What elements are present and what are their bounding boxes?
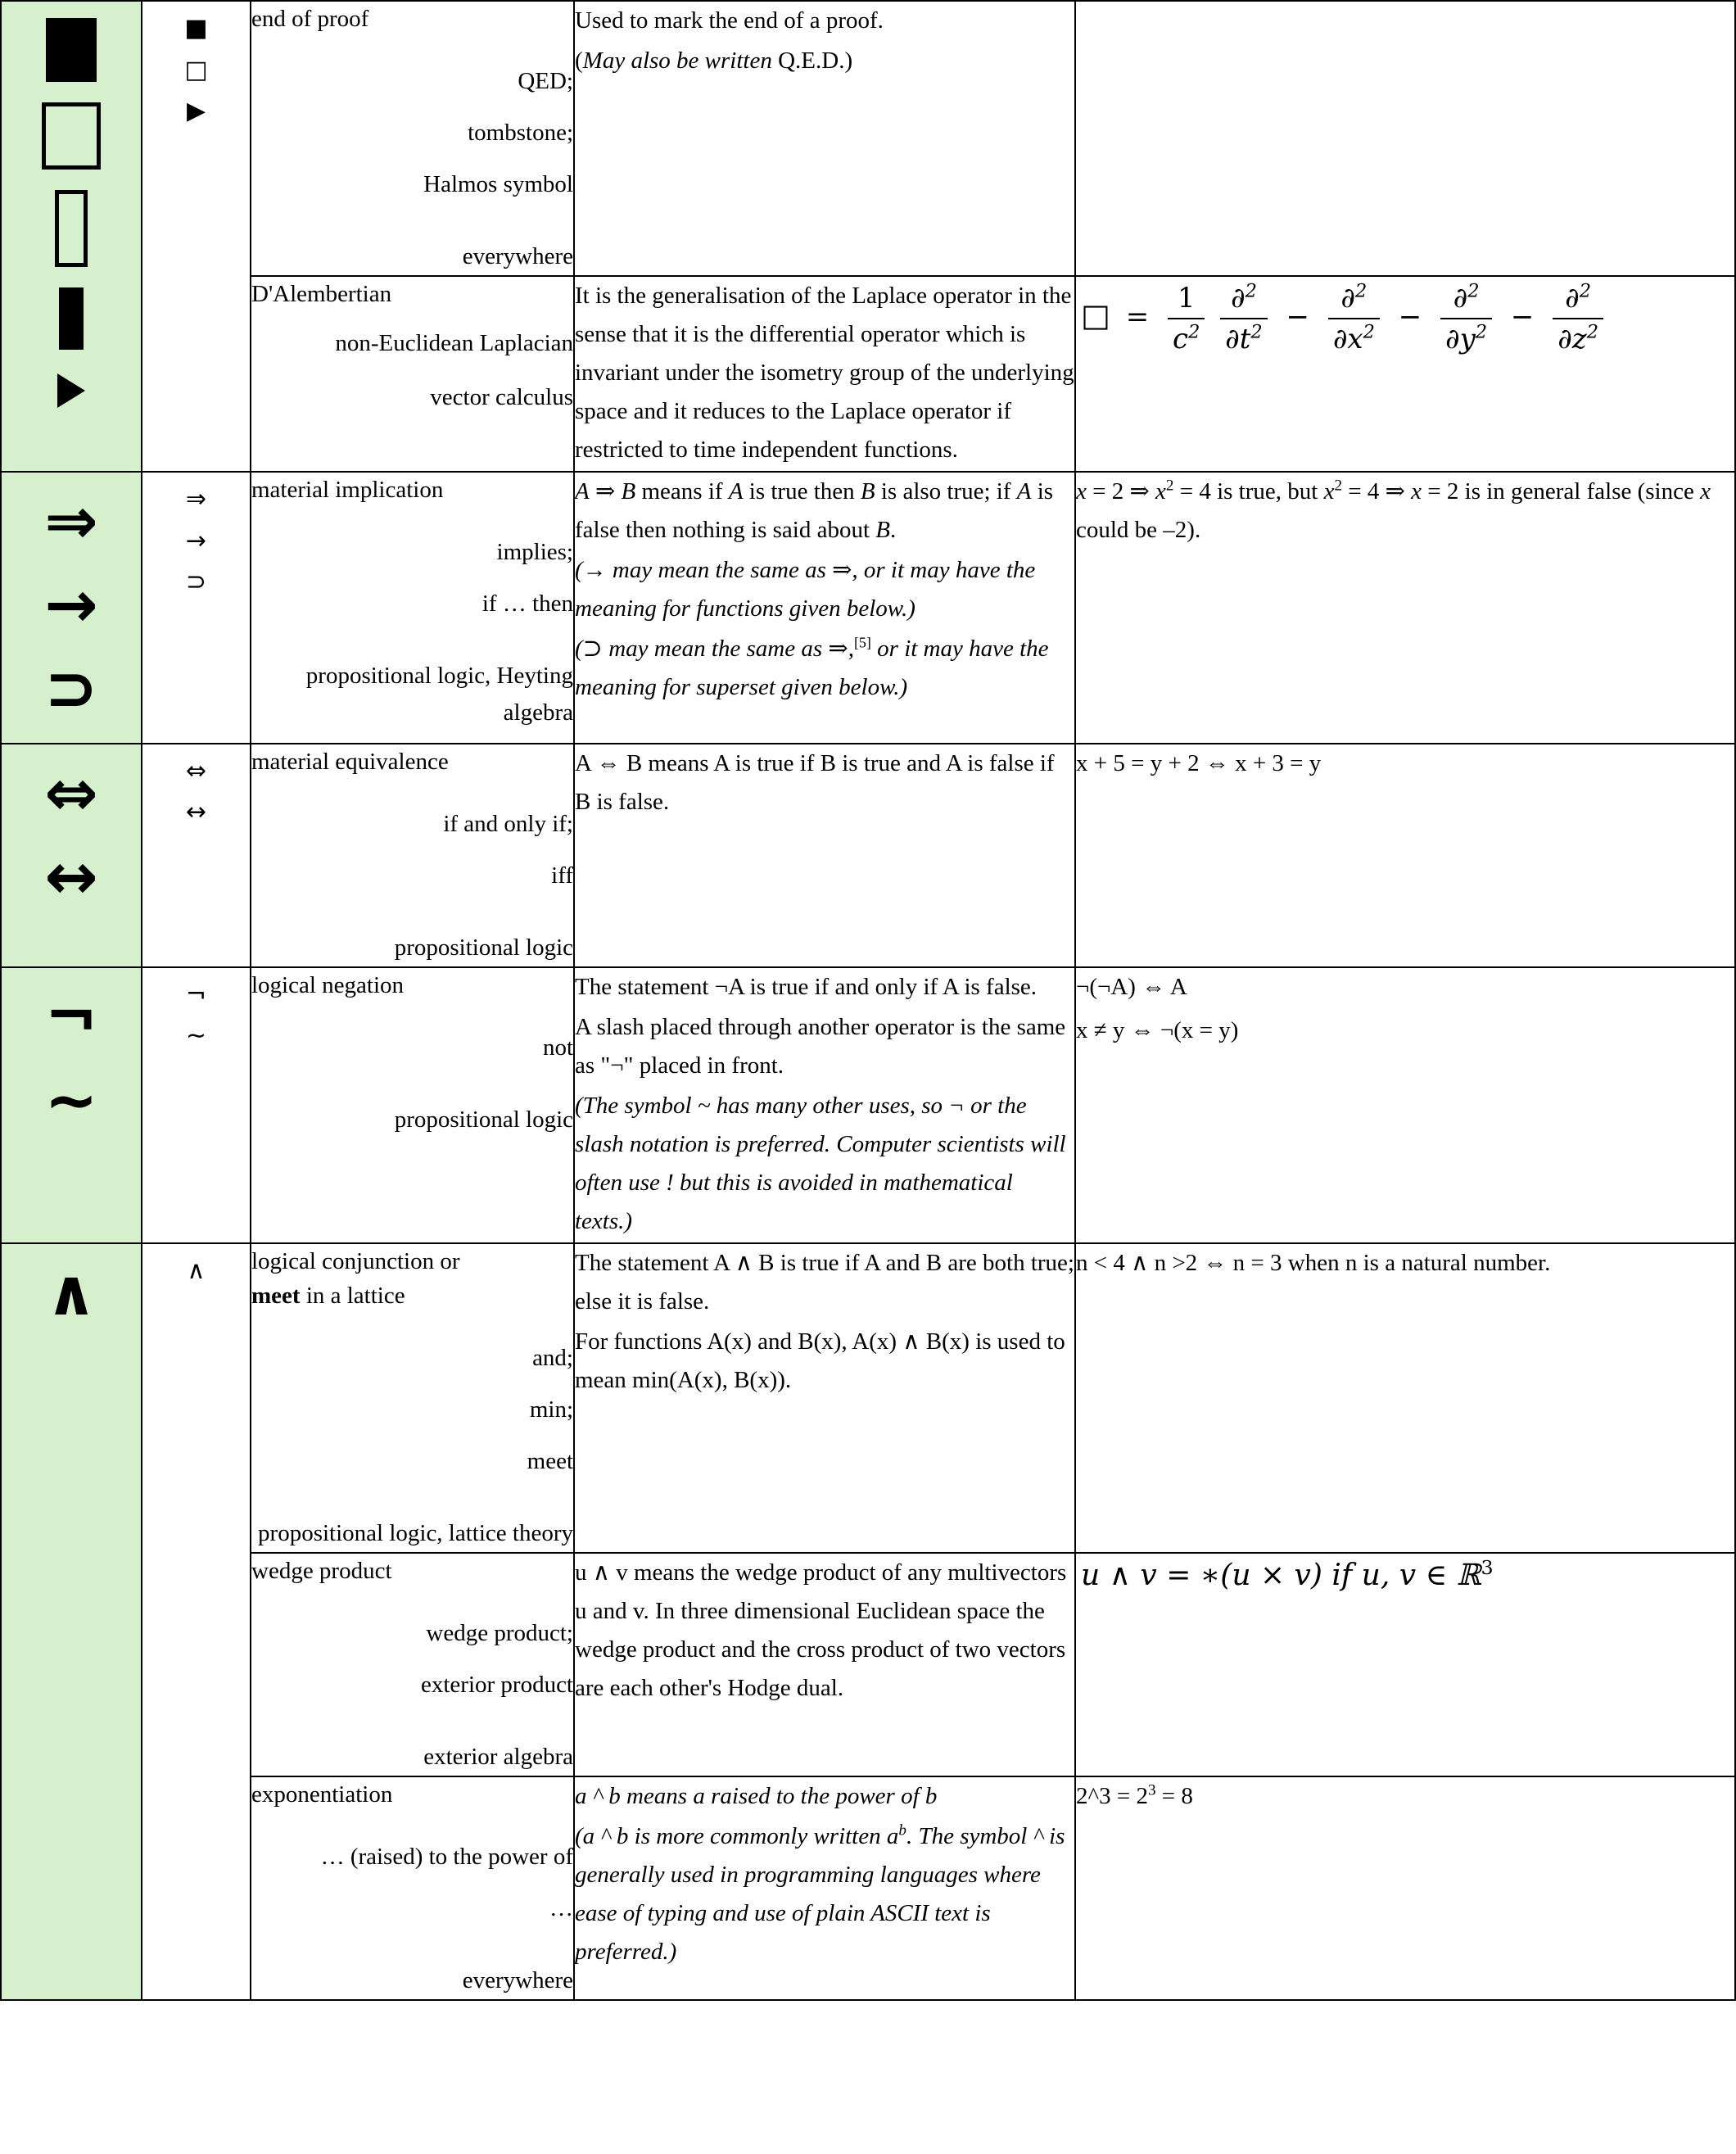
example-cell-exponentiation [1075,1776,1735,2000]
meaning-rest: Q.E.D.) [771,47,853,74]
meaning-line: u ∧ v means the wedge product of any multivectors u and v. In three dimensional Euclidean space the wedge product and the cross product of two vectors are each other's Hodge dual. [575,1559,1067,1701]
meaning-cell-wedge-product [574,1553,1075,1776]
category-label: propositional logic, Heyting algebra [305,663,573,726]
var-a: A [728,478,744,505]
read-as-item: tombstone; [468,120,573,147]
meaning-line: It is the generalisation of the Laplace operator in the sense that it is the differential operator which is invariant under the isometry group of the underlying space and it reduces to the Laplace operator if restricted to time independent functions. [575,283,1074,464]
name-cell-logical-conjunction [251,1243,574,1553]
filled-rect-tall-icon [59,287,84,350]
hollow-square-icon: □ [184,55,208,84]
symbol-name-second-line [251,1278,573,1313]
read-as-item: if and only if; [443,810,573,837]
symbol-name: exponentiation [251,1781,393,1808]
txt: = 2 is in general false (since [1422,478,1701,505]
small-symbol-cell-material-equivalence [142,744,251,967]
symbol-name: material equivalence [251,748,449,775]
symbol-cell-end-of-proof [1,1,142,472]
double-left-right-arrow-icon: ⇔ [44,756,98,830]
table-row-logical-conjunction [1,1243,1735,1553]
example-empty [1076,2,1734,40]
fraction-4 [1440,280,1492,357]
meaning-line: A ⇔ B means A is true if B is true and A is false if B is false. [575,749,1055,815]
numerator [1328,280,1380,319]
denominator [1440,319,1492,357]
num-base: ∂ [1565,282,1580,315]
read-as-item: implies; [496,539,573,566]
equals-sign: = [1125,301,1150,334]
category-label: propositional logic [394,1106,573,1134]
hollow-rect-tall-icon [55,190,88,267]
negation-icon: ¬ [44,980,98,1054]
implies-icon: ⇒ [594,478,616,505]
table-row-material-equivalence [1,744,1735,967]
example-cell-logical-negation [1075,967,1735,1243]
right-triangle-small-icon: ▶ [186,97,206,125]
left-right-arrow-icon: ↔ [44,839,98,914]
example-line [1076,1777,1734,1816]
table-row-end-of-proof [1,1,1735,276]
meaning-line-italic: (→ may mean the same as ⇒, or it may have the meaning for functions given below.) [575,557,1036,622]
num-exp: 2 [1245,280,1257,302]
exponent: b [898,1821,906,1839]
exponent: 2 [1165,477,1174,495]
den-exp: 2 [1188,322,1200,344]
read-as-list [251,1313,573,1487]
symbol-cell-material-equivalence [1,744,142,967]
txt: . The symbol ^ is generally used in programming languages where ease of typing and use of plain ASCII text is preferred.) [575,1823,1065,1966]
read-as-item: exterior product [420,1672,573,1699]
meaning-cell-material-implication [574,472,1075,744]
right-triangle-icon [57,373,85,408]
read-as-item: non-Euclidean Laplacian [335,330,573,357]
denominator [1220,319,1268,357]
numerator [1220,280,1268,319]
right-arrow-icon: → [44,568,98,642]
read-as-item: QED; [518,68,573,95]
name-cell-material-equivalence [251,744,574,967]
example-cell-wedge-product [1075,1553,1735,1776]
read-as-list [251,1002,573,1074]
read-as-item: wedge product; [426,1620,573,1647]
box-operator-icon: □ [1081,297,1110,334]
symbol-name: logical negation [251,971,405,998]
den-base: ∂y [1445,323,1476,356]
logical-and-icon: ∧ [45,1256,97,1330]
symbol-name: wedge product [251,1558,392,1585]
meaning-cell-logical-conjunction [574,1243,1075,1553]
small-symbol-list [142,744,250,834]
small-symbol-cell-logical-conjunction [142,1243,251,2001]
left-right-arrow-small-icon: ↔ [185,798,207,827]
txt: is true then [743,478,861,505]
small-symbol-list [142,968,250,1057]
symbol-name: material implication [251,477,444,504]
example-line: x ≠ y ⇔ ¬(x = y) [1076,1016,1239,1043]
symbol-name: logical conjunction or [251,1247,460,1274]
txt: = 4 ⇒ [1342,478,1412,505]
double-right-arrow-small-icon: ⇒ [185,485,207,514]
example-cell-logical-conjunction [1075,1243,1735,1553]
double-right-arrow-icon: ⇒ [44,485,98,559]
meaning-line: The statement ¬A is true if and only if A is false. [575,973,1038,1000]
example-cell-dalembertian [1075,276,1735,472]
symbol-name: D'Alembertian [251,281,392,308]
paren-open: ( [575,47,583,74]
numerator: 1 [1168,280,1205,319]
example-cell-material-implication [1075,472,1735,744]
den-exp: 2 [1363,322,1375,344]
example-cell-end-of-proof [1075,1,1735,276]
meaning-line-italic [575,630,1074,707]
name-rest: in a lattice [300,1282,405,1309]
den-base: ∂x [1332,323,1363,356]
meaning-line [575,473,1074,550]
small-symbol-list [142,2,250,133]
read-as-list [251,36,573,210]
name-cell-end-of-proof [251,1,574,276]
txt: or it may have the meaning for superset given below.) [575,635,1049,700]
var-b: B [621,478,636,505]
num-base: ∂ [1453,282,1468,315]
formula-exponent: 3 [1481,1556,1494,1580]
num-base: ∂ [1231,282,1245,315]
category-label: propositional logic, lattice theory [258,1520,573,1547]
txt: could be –2). [1076,517,1201,544]
meaning-line: a ^ b means a raised to the power of b [575,1783,938,1810]
read-as-item: min; [529,1396,573,1423]
bold-word: meet [251,1282,301,1309]
table-row-material-implication [1,472,1735,744]
den-exp: 2 [1250,322,1263,344]
txt: = 2 ⇒ [1086,478,1156,505]
table-row-dalembertian [1,276,1735,472]
category-label: propositional logic [394,934,573,962]
tilde-small-icon: ∼ [185,1021,207,1051]
meaning-cell-exponentiation [574,1776,1075,2000]
filled-square-large-icon [46,18,97,82]
example-line: n < 4 ∧ n >2 ⇔ n = 3 when n is a natural number. [1076,1249,1551,1276]
read-as-list [251,1812,573,1935]
denominator [1553,319,1603,357]
symbol-cell-material-implication [1,472,142,744]
symbol-cell-logical-conjunction [1,1243,142,2001]
read-as-list [251,507,573,630]
txt: (a ^ b is more commonly written a [575,1823,899,1850]
meaning-line: The statement A ∧ B is true if A and B are both true; else it is false. [575,1249,1074,1315]
small-symbol-cell-logical-negation [142,967,251,1243]
symbol-name: end of proof [251,6,369,32]
meaning-cell-logical-negation [574,967,1075,1243]
exponent: 3 [1147,1781,1156,1799]
tilde-icon: ~ [44,1063,98,1138]
txt: = 4 is true, but [1173,478,1324,505]
meaning-line-italic: (The symbol ~ has many other uses, so ¬ or the slash notation is preferred. Computer scientists will often use ! but this is avoided in mathematical texts.) [575,1092,1066,1234]
var-a: A [575,478,590,505]
read-as-list [251,1588,573,1711]
meaning-line: Used to mark the end of a proof. [575,7,884,34]
table-row-logical-negation [1,967,1735,1243]
meaning-cell-end-of-proof [574,1,1075,276]
read-as-item: … (raised) to the power of [320,1844,573,1871]
meaning-line: For functions A(x) and B(x), A(x) ∧ B(x) is used to mean min(A(x), B(x)). [575,1328,1065,1393]
var-b: B [860,478,875,505]
example-line [1076,473,1734,550]
var-a: A [1016,478,1032,505]
small-symbol-cell-end-of-proof [142,1,251,472]
denominator [1168,319,1205,357]
num-exp: 2 [1467,280,1480,302]
read-as-item: if … then [481,591,573,618]
symbol-glyph-stack [2,1244,141,1347]
meaning-italic: May also be written [582,47,772,74]
reference-marker[interactable]: [5] [853,634,871,651]
category-label: vector calculus [430,384,573,411]
name-cell-material-implication [251,472,574,744]
small-symbol-list [142,473,250,604]
txt: is also true; if [875,478,1017,505]
numerator [1553,280,1603,319]
read-as-item: Halmos symbol [423,171,573,198]
var-b: B [875,517,890,544]
den-base: ∂z [1557,323,1587,356]
superset-small-icon: ⊃ [185,568,207,597]
formula-body: u ∧ v = ∗(u × v) if u, v ∈ ℝ [1081,1559,1481,1593]
read-as-item: iff [551,862,573,889]
name-cell-logical-negation [251,967,574,1243]
wedge-product-formula [1076,1554,1494,1595]
exponent: 2 [1334,477,1342,495]
name-cell-wedge-product [251,1553,574,1776]
minus-sign: − [1398,301,1422,334]
symbol-glyph-stack [2,2,141,435]
var-x: x [1700,478,1711,505]
superset-icon: ⊃ [44,651,98,726]
negation-small-icon: ¬ [185,980,207,1009]
numerator [1440,280,1492,319]
symbol-glyph-stack [2,473,141,743]
txt: = 8 [1155,1783,1193,1810]
meaning-line: A slash placed through another operator is the same as "¬" placed in front. [575,1013,1066,1079]
filled-square-icon: ■ [184,14,208,43]
read-as-item: not [542,1034,573,1061]
name-cell-dalembertian [251,276,574,472]
minus-sign: − [1510,301,1535,334]
den-base: c [1173,323,1189,356]
read-as-item: … [549,1895,573,1922]
right-arrow-small-icon: → [185,526,207,555]
meaning-cell-dalembertian [574,276,1075,472]
symbol-cell-logical-negation [1,967,142,1243]
logical-and-small-icon: ∧ [187,1256,206,1285]
fraction-1 [1168,280,1205,357]
hollow-square-large-icon [42,102,101,170]
minus-sign: − [1286,301,1310,334]
example-line: ¬(¬A) ⇔ A [1076,973,1187,1000]
den-exp: 2 [1586,322,1598,344]
num-base: ∂ [1340,282,1355,315]
txt: 2^3 = 2 [1076,1783,1148,1810]
name-cell-exponentiation [251,1776,574,2000]
category-label: everywhere [462,1967,573,1994]
small-symbol-list [142,1244,250,1292]
var-x: x [1155,478,1166,505]
txt: is false then nothing is said about [575,478,1054,544]
symbol-glyph-stack [2,744,141,931]
example-line: x + 5 = y + 2 ⇔ x + 3 = y [1076,749,1322,776]
table-row-exponentiation [1,1776,1735,2000]
fraction-5 [1553,280,1603,357]
small-symbol-cell-material-implication [142,472,251,744]
txt: (⊃ may mean the same as ⇒, [575,635,854,662]
fraction-3 [1328,280,1380,357]
txt: . [890,517,897,544]
meaning-line [575,42,1074,80]
category-label: exterior algebra [423,1744,573,1771]
read-as-item: meet [527,1448,573,1475]
den-base: ∂t [1225,323,1251,356]
example-cell-material-equivalence [1075,744,1735,967]
fraction-2 [1220,280,1268,357]
dalembertian-formula [1076,277,1607,357]
den-exp: 2 [1475,322,1488,344]
denominator [1328,319,1380,357]
double-left-right-arrow-small-icon: ⇔ [185,756,207,785]
category-label: everywhere [462,243,573,270]
read-as-list [251,311,573,369]
read-as-item: and; [532,1344,573,1371]
read-as-list [251,779,573,902]
var-x: x [1323,478,1335,505]
num-exp: 2 [1579,280,1592,302]
meaning-line-italic [575,1817,1074,1971]
meaning-cell-material-equivalence [574,744,1075,967]
num-exp: 2 [1355,280,1368,302]
var-x: x [1076,478,1087,505]
var-x: x [1411,478,1422,505]
table-row-wedge-product [1,1553,1735,1776]
symbol-glyph-stack [2,968,141,1155]
txt: means if [635,478,729,505]
